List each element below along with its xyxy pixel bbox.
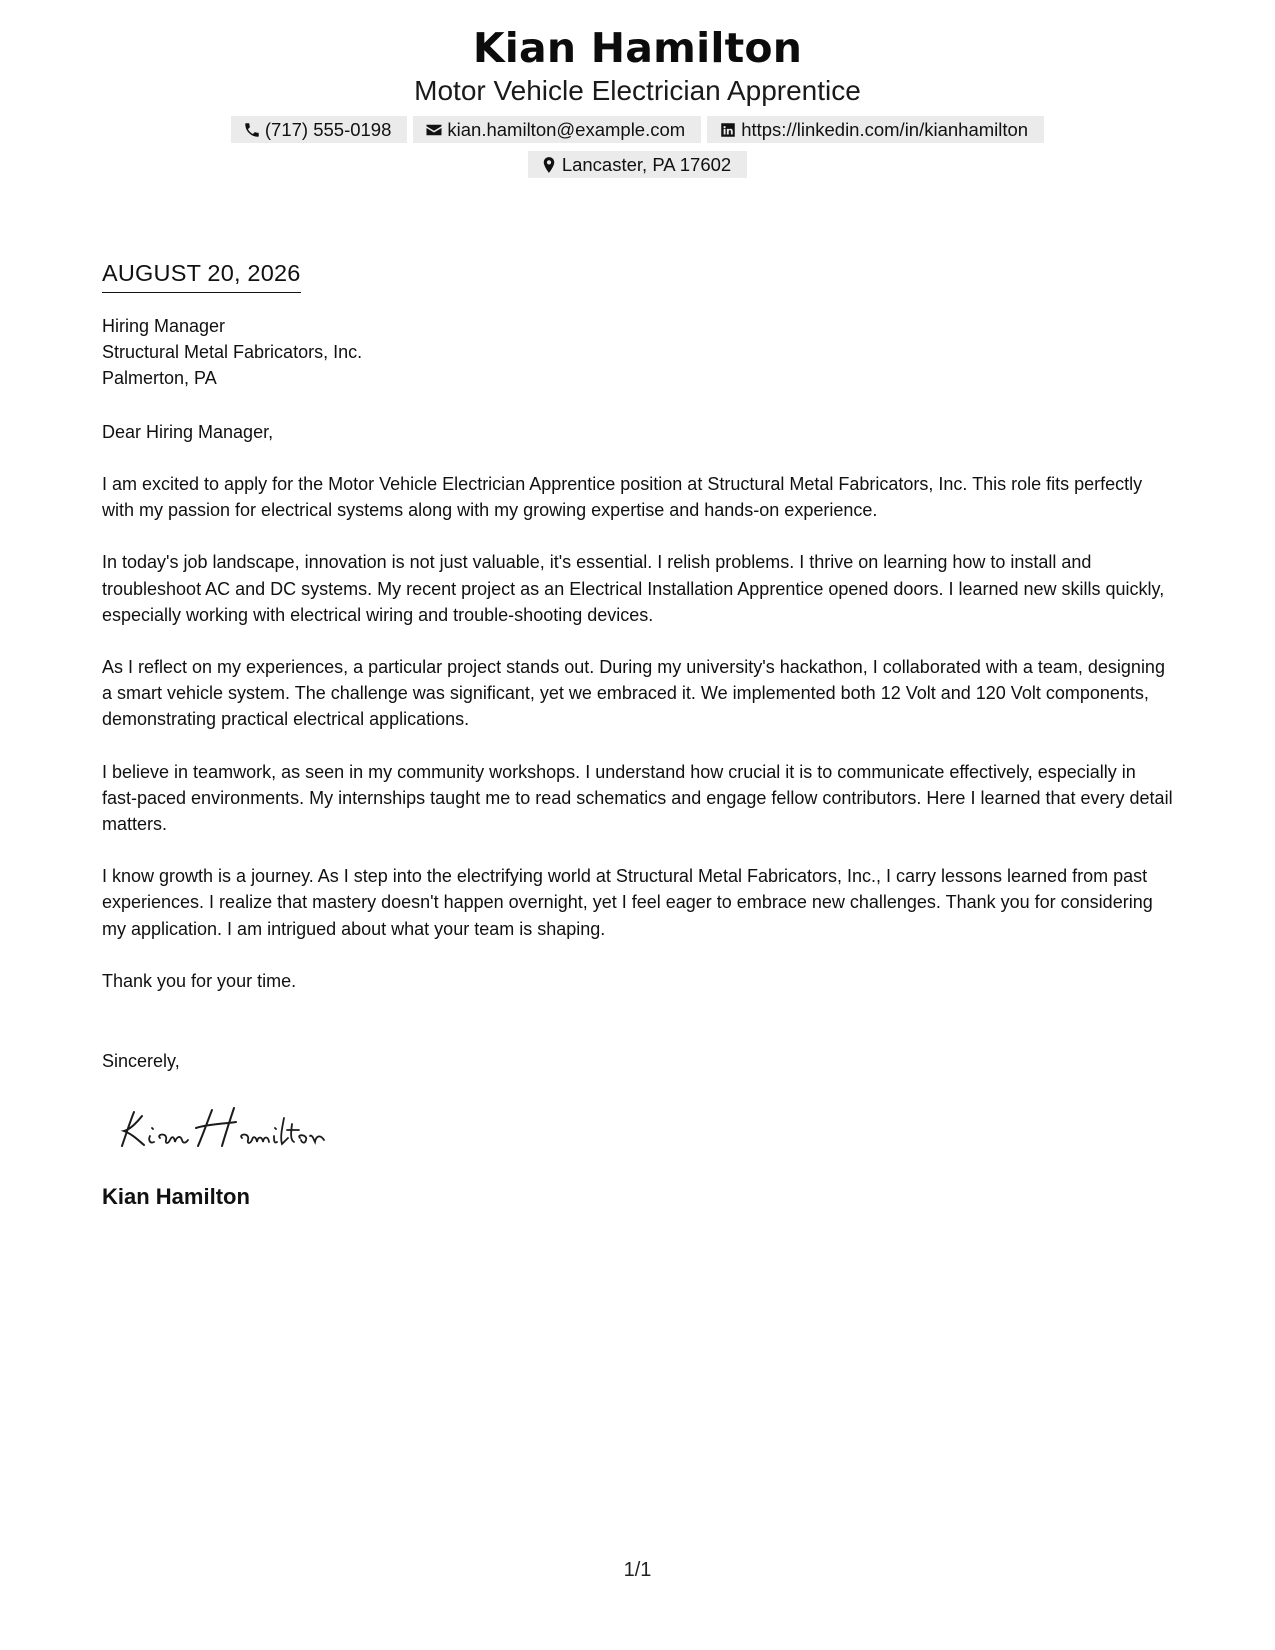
- phone-icon: [243, 121, 261, 139]
- contact-location: [528, 151, 747, 178]
- linkedin-icon: [719, 121, 737, 139]
- contact-location-text: Lancaster, PA 17602: [561, 153, 732, 175]
- body-paragraph: I know growth is a journey. As I step into the electrifying world at Structural Metal Fabricators, Inc., I carry lessons learned from past experiences. I realize that mastery doesn't happen overnight, yet I feel eager to embrace new challenges. Thank you for considering my application. I am intrigued about what your team is shaping.: [102, 866, 1153, 939]
- recipient-block: [102, 313, 1174, 391]
- letter-date: AUGUST 20, 2026: [102, 258, 301, 293]
- recipient-line: Hiring Manager: [102, 316, 226, 336]
- recipient-line: Palmerton, PA: [102, 368, 217, 388]
- body-paragraph: I am excited to apply for the Motor Vehicle Electrician Apprentice position at Structural Metal Fabricators, Inc. This role fits perfectly with my passion for electrical systems along with my growing expertise and hands-on experience.: [102, 474, 1143, 521]
- contact-linkedin-text: https://linkedin.com/in/kianhamilton: [741, 118, 1029, 140]
- applicant-name: Kian Hamilton: [472, 24, 803, 72]
- signer-name: Kian Hamilton: [102, 1183, 250, 1209]
- applicant-title: Motor Vehicle Electrician Apprentice: [414, 75, 861, 106]
- contact-email-text: kian.hamilton@example.com: [447, 118, 686, 140]
- contact-email[interactable]: [413, 116, 701, 143]
- body-paragraph: In today's job landscape, innovation is not just valuable, it's essential. I relish problems. I thrive on learning how to install and troubleshoot AC and DC systems. My recent project as an Electrical Installation Apprentice opened doors. I learned new skills quickly, especially working with electrical wiring and trouble-shooting devices.: [102, 552, 1165, 625]
- body-paragraph: As I reflect on my experiences, a particular project stands out. During my university's hackathon, I collaborated with a team, designing a smart vehicle system. The challenge was significant, yet we embraced it. We implemented both 12 Volt and 120 Volt components, demonstrating practical electrical applications.: [102, 657, 1165, 730]
- contact-list: [208, 116, 1068, 178]
- contact-phone-text: (717) 555-0198: [264, 118, 392, 140]
- envelope-icon: [425, 121, 443, 139]
- greeting: Dear Hiring Manager,: [102, 422, 274, 442]
- letter-body: [102, 258, 1174, 1211]
- map-marker-icon: [540, 156, 558, 174]
- body-paragraph: I believe in teamwork, as seen in my community workshops. I understand how crucial it is to communicate effectively, especially in fast-paced environments. My internships taught me to read schematics and engage fellow contributors. Here I learned that every detail matters.: [102, 761, 1173, 835]
- page-number: 1/1: [623, 1559, 652, 1581]
- signature-image: [112, 1098, 372, 1158]
- contact-linkedin[interactable]: [707, 116, 1044, 143]
- recipient-line: Structural Metal Fabricators, Inc.: [102, 342, 363, 362]
- closing-line: Thank you for your time.: [102, 970, 297, 991]
- signoff: Sincerely,: [102, 1050, 180, 1071]
- letter-header: [0, 22, 1275, 178]
- contact-phone[interactable]: [231, 116, 408, 143]
